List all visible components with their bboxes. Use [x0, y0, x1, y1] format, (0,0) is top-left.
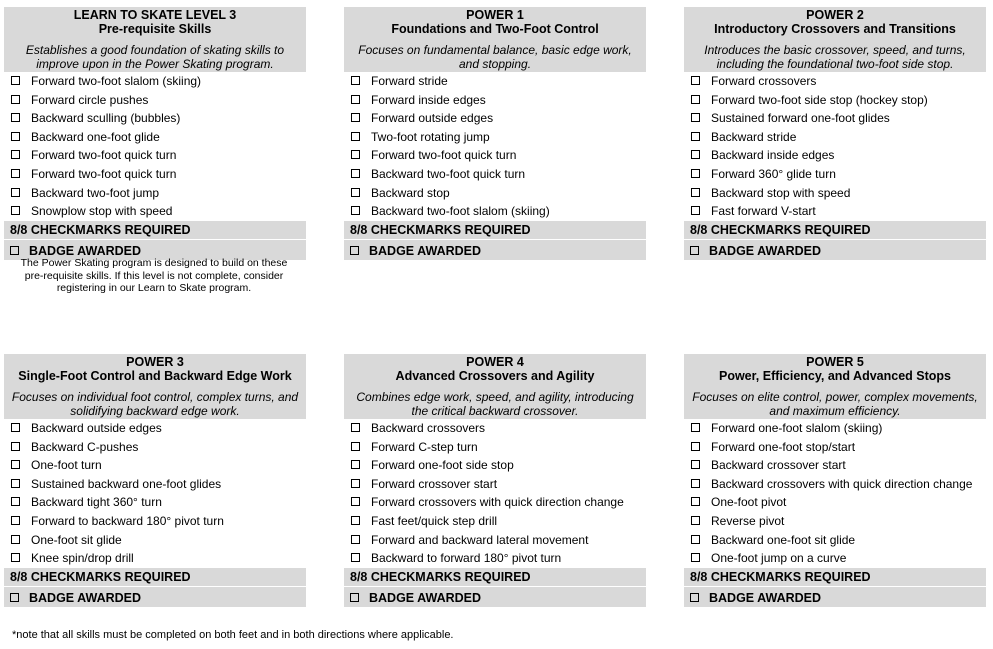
checkbox-icon[interactable]	[11, 553, 20, 562]
skill-item[interactable]	[4, 419, 306, 438]
checkbox-icon[interactable]	[351, 150, 360, 159]
checkbox-icon[interactable]	[11, 132, 20, 141]
checkbox-icon[interactable]	[691, 442, 700, 451]
card-subtitle: Pre-requisite Skills	[98, 22, 212, 36]
checkmarks-required: 8/8 CHECKMARKS REQUIRED	[4, 568, 306, 586]
skill-list	[684, 72, 986, 221]
checkbox-icon[interactable]	[11, 497, 20, 506]
skill-item[interactable]	[684, 419, 986, 438]
card-description: Focuses on individual foot control, complex turns, and solidifying backward edge work.	[11, 390, 299, 418]
card-power-1	[344, 7, 646, 260]
skill-label: Backward C-pushes	[31, 439, 139, 454]
skill-item[interactable]	[4, 549, 306, 568]
checkbox-icon[interactable]	[11, 150, 20, 159]
skill-label: Forward two-foot quick turn	[371, 148, 517, 163]
skill-item[interactable]	[4, 146, 306, 165]
skill-label: Forward two-foot side stop (hockey stop)	[711, 92, 928, 107]
skill-label: Reverse pivot	[711, 513, 785, 528]
checkmarks-required: 8/8 CHECKMARKS REQUIRED	[684, 568, 986, 586]
skill-list	[344, 72, 646, 221]
skill-label: Backward crossovers with quick direction change	[711, 476, 973, 491]
checkbox-icon[interactable]	[691, 479, 700, 488]
checkbox-icon[interactable]	[11, 169, 20, 178]
checkbox-icon[interactable]	[691, 535, 700, 544]
checkbox-icon[interactable]	[351, 95, 360, 104]
checkbox-icon[interactable]	[691, 206, 700, 215]
card-title: POWER 2	[806, 8, 864, 22]
skill-label: Backward stride	[711, 129, 797, 144]
checkmarks-required: 8/8 CHECKMARKS REQUIRED	[684, 221, 986, 239]
checkbox-icon[interactable]	[351, 553, 360, 562]
card-header	[4, 354, 306, 419]
checkbox-icon[interactable]	[690, 593, 699, 602]
checkbox-icon[interactable]	[11, 206, 20, 215]
skill-label: Backward two-foot slalom (skiing)	[371, 204, 550, 219]
card-power-4	[344, 354, 646, 607]
card-title: POWER 4	[466, 355, 524, 369]
skill-label: Backward one-foot sit glide	[711, 532, 856, 547]
skill-label: Forward two-foot quick turn	[31, 166, 177, 181]
skill-label: Forward stride	[371, 74, 448, 88]
skill-label: Backward crossover start	[711, 458, 846, 473]
card-power-5	[684, 354, 986, 607]
checkbox-icon[interactable]	[351, 460, 360, 469]
checkbox-icon[interactable]	[351, 132, 360, 141]
skill-item[interactable]	[344, 128, 646, 147]
skill-item[interactable]	[4, 493, 306, 512]
card-title: POWER 5	[806, 355, 864, 369]
checkbox-icon[interactable]	[351, 479, 360, 488]
checkbox-icon[interactable]	[351, 497, 360, 506]
skill-label: Two-foot rotating jump	[371, 129, 490, 144]
skill-item[interactable]	[684, 456, 986, 475]
skill-label: Forward two-foot slalom (skiing)	[31, 74, 202, 88]
card-description: Combines edge work, speed, and agility, introducing the critical backward crossover.	[356, 390, 634, 418]
card-description: Focuses on fundamental balance, basic edge work, and stopping.	[358, 43, 632, 71]
skill-label: One-foot turn	[31, 458, 102, 473]
skill-item[interactable]	[344, 146, 646, 165]
skill-item[interactable]	[344, 549, 646, 568]
checkbox-icon[interactable]	[11, 95, 20, 104]
skill-label: Backward stop	[371, 185, 450, 200]
checkmarks-required: 8/8 CHECKMARKS REQUIRED	[4, 221, 306, 239]
checkbox-icon[interactable]	[691, 169, 700, 178]
skill-label: Forward to backward 180° pivot turn	[31, 513, 224, 528]
checkmarks-required: 8/8 CHECKMARKS REQUIRED	[344, 568, 646, 586]
card-title: POWER 1	[466, 8, 524, 22]
checkbox-icon[interactable]	[11, 479, 20, 488]
badge-label: BADGE AWARDED	[709, 590, 822, 605]
skill-label: Sustained forward one-foot glides	[711, 111, 890, 126]
skill-item[interactable]	[4, 165, 306, 184]
skill-item[interactable]	[344, 184, 646, 203]
checkbox-icon[interactable]	[690, 246, 699, 255]
skill-label: Forward one-foot stop/start	[711, 439, 856, 454]
skill-label: Forward one-foot side stop	[371, 458, 514, 473]
skill-item[interactable]	[684, 91, 986, 110]
skill-item[interactable]	[684, 202, 986, 221]
checkmarks-required: 8/8 CHECKMARKS REQUIRED	[344, 221, 646, 239]
skill-label: Knee spin/drop drill	[31, 551, 134, 566]
checkbox-icon[interactable]	[691, 150, 700, 159]
checkbox-icon[interactable]	[691, 497, 700, 506]
badge-awarded-row[interactable]	[684, 239, 986, 260]
checkbox-icon[interactable]	[351, 76, 360, 85]
skill-label: Forward crossovers	[711, 74, 817, 88]
skill-item[interactable]	[684, 438, 986, 457]
skill-item[interactable]	[684, 531, 986, 550]
skill-item[interactable]	[4, 184, 306, 203]
checkbox-icon[interactable]	[11, 442, 20, 451]
prereq-note: The Power Skating program is designed to build on these pre-requisite skills. If this level is not complete, consider registering in our Learn to Skate program.	[20, 257, 288, 294]
card-header	[344, 354, 646, 419]
skill-label: Backward sculling (bubbles)	[31, 111, 181, 126]
skill-item[interactable]	[344, 109, 646, 128]
badge-awarded-row[interactable]	[684, 586, 986, 607]
skill-item[interactable]	[4, 72, 306, 91]
skill-label: One-foot jump on a curve	[711, 551, 847, 566]
skill-item[interactable]	[4, 91, 306, 110]
skill-label: Forward C-step turn	[371, 439, 478, 454]
skill-item[interactable]	[684, 146, 986, 165]
checkbox-icon[interactable]	[351, 206, 360, 215]
skill-label: Backward two-foot quick turn	[371, 166, 526, 181]
card-header	[344, 7, 646, 72]
footnote: *note that all skills must be completed on both feet and in both directions where applicable.	[12, 629, 454, 641]
skill-item[interactable]	[344, 91, 646, 110]
badge-label: BADGE AWARDED	[369, 590, 482, 605]
skill-item[interactable]	[4, 475, 306, 494]
skill-label: Forward two-foot quick turn	[31, 148, 177, 163]
card-learn-to-skate-3	[4, 7, 306, 260]
checkbox-icon[interactable]	[691, 132, 700, 141]
checkbox-icon[interactable]	[351, 169, 360, 178]
skill-item[interactable]	[4, 109, 306, 128]
checkbox-icon[interactable]	[351, 535, 360, 544]
skill-item[interactable]	[4, 512, 306, 531]
checkbox-icon[interactable]	[691, 95, 700, 104]
card-subtitle: Power, Efficiency, and Advanced Stops	[718, 369, 951, 383]
badge-awarded-row[interactable]	[4, 586, 306, 607]
card-power-3	[4, 354, 306, 607]
skill-item[interactable]	[4, 531, 306, 550]
skill-label: Forward crossover start	[371, 476, 498, 491]
badge-awarded-row[interactable]	[344, 586, 646, 607]
card-description: Focuses on elite control, power, complex movements, and maximum efficiency.	[692, 390, 978, 418]
checkbox-icon[interactable]	[11, 516, 20, 525]
checkbox-icon[interactable]	[351, 188, 360, 197]
skill-label: Forward outside edges	[371, 111, 494, 126]
checkbox-icon[interactable]	[10, 246, 19, 255]
checkbox-icon[interactable]	[351, 516, 360, 525]
skill-item[interactable]	[344, 475, 646, 494]
badge-label: BADGE AWARDED	[369, 243, 482, 258]
checkbox-icon[interactable]	[11, 76, 20, 85]
skill-item[interactable]	[344, 419, 646, 438]
skill-label: Backward to forward 180° pivot turn	[371, 551, 562, 566]
skill-item[interactable]	[4, 202, 306, 221]
skill-label: One-foot sit glide	[31, 532, 122, 547]
checkbox-icon[interactable]	[691, 188, 700, 197]
checkbox-icon[interactable]	[11, 113, 20, 122]
card-description: Introduces the basic crossover, speed, and turns, including the foundational two-foot side stop.	[704, 43, 966, 71]
skill-item[interactable]	[4, 128, 306, 147]
skill-item[interactable]	[684, 165, 986, 184]
checkbox-icon[interactable]	[11, 535, 20, 544]
skill-item[interactable]	[344, 72, 646, 91]
skill-list	[4, 419, 306, 568]
checkbox-icon[interactable]	[351, 442, 360, 451]
skill-item[interactable]	[4, 456, 306, 475]
checkbox-icon[interactable]	[11, 423, 20, 432]
badge-label: BADGE AWARDED	[29, 243, 142, 258]
card-title: POWER 3	[126, 355, 184, 369]
card-header	[684, 7, 986, 72]
checkbox-icon[interactable]	[10, 593, 19, 602]
checkbox-icon[interactable]	[691, 460, 700, 469]
skill-label: Backward two-foot jump	[31, 185, 160, 200]
skill-label: Forward one-foot slalom (skiing)	[711, 421, 883, 435]
skill-label: Backward stop with speed	[711, 185, 851, 200]
skill-label: Sustained backward one-foot glides	[31, 476, 222, 491]
checkbox-icon[interactable]	[691, 553, 700, 562]
checkbox-icon[interactable]	[351, 113, 360, 122]
card-subtitle: Advanced Crossovers and Agility	[395, 369, 595, 383]
checkbox-icon[interactable]	[11, 188, 20, 197]
skill-label: Forward circle pushes	[31, 92, 149, 107]
skill-item[interactable]	[344, 493, 646, 512]
skill-label: Backward tight 360° turn	[31, 495, 162, 510]
checkbox-icon[interactable]	[691, 423, 700, 432]
checkbox-icon[interactable]	[691, 76, 700, 85]
skill-label: One-foot pivot	[711, 495, 787, 510]
badge-label: BADGE AWARDED	[29, 590, 142, 605]
skill-label: Forward and backward lateral movement	[371, 532, 589, 547]
skill-item[interactable]	[684, 475, 986, 494]
skill-item[interactable]	[4, 438, 306, 457]
skill-list	[684, 419, 986, 568]
skill-item[interactable]	[344, 165, 646, 184]
skill-item[interactable]	[344, 202, 646, 221]
badge-awarded-row[interactable]	[344, 239, 646, 260]
skill-label: Backward outside edges	[31, 421, 162, 435]
skill-label: Snowplow stop with speed	[31, 204, 173, 219]
skill-label: Forward inside edges	[371, 92, 486, 107]
checkbox-icon[interactable]	[350, 593, 359, 602]
skill-item[interactable]	[684, 128, 986, 147]
checkbox-icon[interactable]	[691, 113, 700, 122]
card-header	[684, 354, 986, 419]
card-subtitle: Foundations and Two-Foot Control	[391, 22, 599, 36]
checkbox-icon[interactable]	[350, 246, 359, 255]
checkbox-icon[interactable]	[691, 516, 700, 525]
badge-label: BADGE AWARDED	[709, 243, 822, 258]
card-subtitle: Single-Foot Control and Backward Edge Work	[18, 369, 292, 383]
card-power-2	[684, 7, 986, 260]
skill-label: Fast feet/quick step drill	[371, 513, 498, 528]
skill-item[interactable]	[684, 493, 986, 512]
skill-list	[4, 72, 306, 221]
skill-item[interactable]	[344, 438, 646, 457]
skill-label: Backward inside edges	[711, 148, 835, 163]
skill-item[interactable]	[684, 184, 986, 203]
skill-label: Fast forward V-start	[711, 204, 816, 219]
checkbox-icon[interactable]	[351, 423, 360, 432]
skill-label: Forward crossovers with quick direction change	[371, 495, 624, 510]
skill-item[interactable]	[344, 456, 646, 475]
skill-item[interactable]	[684, 549, 986, 568]
skill-item[interactable]	[684, 109, 986, 128]
skill-label: Backward one-foot glide	[31, 129, 160, 144]
card-title: LEARN TO SKATE LEVEL 3	[73, 8, 237, 22]
checkbox-icon[interactable]	[11, 460, 20, 469]
skill-label: Forward 360° glide turn	[711, 166, 836, 181]
skill-label: Backward crossovers	[371, 421, 486, 435]
skill-item[interactable]	[684, 72, 986, 91]
card-description: Establishes a good foundation of skating skills to improve upon in the Power Skating program.	[25, 43, 285, 71]
skill-item[interactable]	[684, 512, 986, 531]
skill-item[interactable]	[344, 531, 646, 550]
card-header	[4, 7, 306, 72]
skill-list	[344, 419, 646, 568]
card-subtitle: Introductory Crossovers and Transitions	[714, 22, 956, 36]
skill-item[interactable]	[344, 512, 646, 531]
